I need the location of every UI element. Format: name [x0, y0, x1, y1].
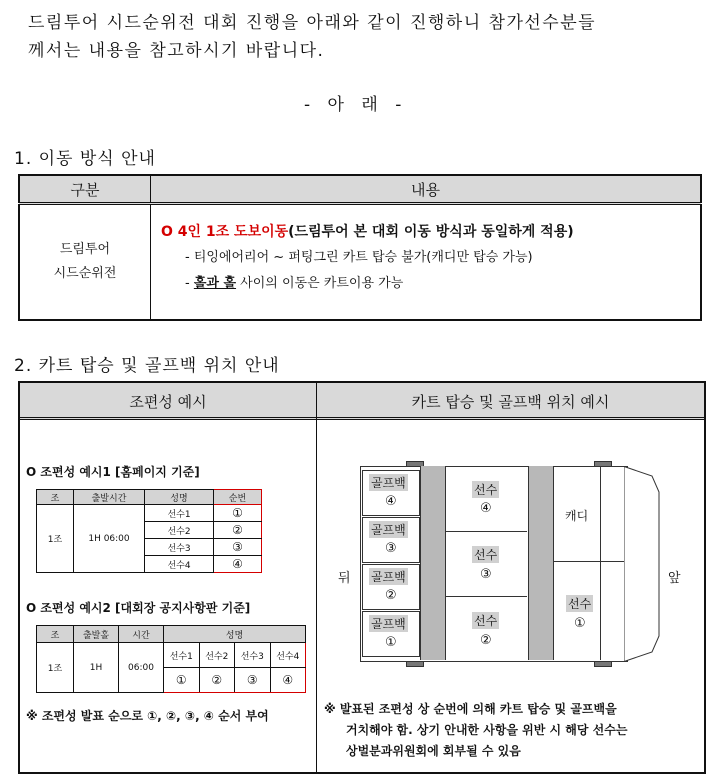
section-2-title: 2. 카트 탑승 및 골프백 위치 안내 [14, 356, 280, 376]
movement-table [18, 174, 702, 321]
bullet-mark: O [161, 224, 173, 240]
golf-bag-slot-2 [362, 564, 420, 610]
player-2-label: 선수 [474, 614, 498, 628]
example-2-table [36, 625, 306, 693]
cart-rear-seat-split-1 [445, 531, 527, 532]
bullet-rest-text: (드림투어 본 대회 이동 방식과 동일하게 적용) [288, 224, 574, 240]
cart-seat-divider [528, 466, 554, 660]
example-1-title: O 조편성 예시1 [홈페이지 기준] [26, 465, 200, 479]
ex2-group: 1조 [37, 643, 74, 693]
ex2-header-hole: 출발홀 [74, 626, 119, 643]
ex2-header-name: 성명 [164, 626, 306, 643]
cart-front-label: 앞 [668, 571, 681, 586]
cart-hood [624, 466, 660, 662]
golf-bag-rack [362, 470, 418, 656]
golf-bag-3-label: 골프백 [371, 523, 406, 537]
cart-note-line-1: ※ 발표된 조편성 상 순번에 의해 카트 탑승 및 골프백을 [324, 702, 617, 716]
sub-item-2-dash: - [185, 276, 190, 291]
player-2-num: ② [480, 633, 492, 648]
ex2-name-2: 선수2 [199, 643, 235, 668]
category-line-2: 시드순위전 [53, 266, 117, 281]
content-cell [151, 204, 702, 321]
ex1-time: 1H 06:00 [74, 505, 145, 573]
cart-rear-seat-split-2 [445, 596, 527, 597]
ex2-time: 06:00 [119, 643, 164, 693]
ex1-header-name: 성명 [145, 490, 214, 505]
golf-bag-4-label: 골프백 [371, 476, 406, 490]
ex2-header-time: 시간 [119, 626, 164, 643]
ex1-header-group: 조 [37, 490, 74, 505]
example-1-table [36, 489, 262, 573]
ex2-name-1: 선수1 [164, 643, 200, 668]
ex1-name-2: 선수2 [145, 522, 214, 539]
column-divider [316, 383, 317, 772]
ex1-name-3: 선수3 [145, 539, 214, 556]
ex1-name-4: 선수4 [145, 556, 214, 573]
golf-bag-1-num: ① [385, 635, 397, 650]
player-3-num: ③ [480, 567, 492, 582]
ex1-group: 1조 [37, 505, 74, 573]
intro-line-1: 드림투어 시드순위전 대회 진행을 아래와 같이 진행하니 참가선수분들 [28, 13, 597, 33]
golf-bag-slot-1 [362, 611, 420, 657]
ex1-name-1: 선수1 [145, 505, 214, 522]
golf-bag-slot-3 [362, 517, 420, 563]
sub-item-2 [161, 271, 700, 297]
sub-item-2-rest: 사이의 이동은 카트이용 가능 [236, 276, 404, 291]
ex2-header-group: 조 [37, 626, 74, 643]
header-content: 내용 [151, 175, 702, 204]
example-note: ※ 조편성 발표 순으로 ①, ②, ③, ④ 순서 부여 [26, 709, 269, 723]
golf-bag-3-num: ③ [385, 541, 397, 556]
golf-bag-1-label: 골프백 [371, 617, 406, 631]
header-category: 구분 [19, 175, 151, 204]
category-cell [19, 204, 151, 321]
player-4-num: ④ [480, 501, 492, 516]
ex1-header-time: 출발시간 [74, 490, 145, 505]
section-1-title: 1. 이동 방식 안내 [14, 149, 156, 169]
example-2-title: O 조편성 예시2 [대회장 공지사항판 기준] [26, 601, 251, 615]
golf-bag-slot-4 [362, 470, 420, 516]
header-left: 조편성 예시 [129, 393, 207, 411]
player-4-label: 선수 [474, 483, 498, 497]
player-1-num: ① [574, 616, 586, 631]
ex2-num-3: ③ [235, 668, 271, 693]
sub-item-1: - 티잉에어리어 ~ 퍼팅그린 카트 탑승 불가(캐디만 탑승 가능) [185, 250, 533, 265]
cart-back-label: 뒤 [338, 571, 351, 586]
ex2-name-3: 선수3 [235, 643, 271, 668]
sub-item-2-underlined: 홀과 홀 [193, 276, 237, 291]
player-3-label: 선수 [474, 548, 498, 562]
ex1-order-2: ② [214, 522, 262, 539]
cart-rear-bar [420, 466, 446, 660]
ex1-header-order: 순번 [214, 490, 262, 505]
golf-bag-2-num: ② [385, 588, 397, 603]
golf-bag-2-label: 골프백 [371, 570, 406, 584]
player-1-label: 선수 [568, 597, 592, 611]
header-right: 카트 탑승 및 골프백 위치 예시 [411, 393, 610, 411]
ex1-order-1: ① [214, 505, 262, 522]
ex2-hole: 1H [74, 643, 119, 693]
cart-note-line-2: 거치해야 함. 상기 안내한 사항을 위반 시 해당 선수는 [346, 723, 628, 737]
golf-bag-4-num: ④ [385, 494, 397, 509]
cart-front-seat-split [553, 561, 624, 562]
bullet-red-text: 4인 1조 도보이동 [177, 224, 289, 240]
ex1-order-3: ③ [214, 539, 262, 556]
intro-center-heading: - 아 래 - [304, 95, 408, 115]
cart-dash-line [600, 466, 601, 660]
cart-note [324, 699, 627, 762]
category-line-1: 드림투어 [59, 242, 111, 257]
cart-guide-table [18, 381, 706, 774]
ex2-num-4: ④ [270, 668, 306, 693]
caddie-label: 캐디 [565, 509, 589, 523]
ex1-order-4: ④ [214, 556, 262, 573]
ex2-name-4: 선수4 [270, 643, 306, 668]
intro-line-2: 께서는 내용을 참고하시기 바랍니다. [28, 41, 325, 61]
cart-note-line-3: 상벌분과위원회에 회부될 수 있음 [346, 744, 521, 758]
ex2-num-1: ① [164, 668, 200, 693]
ex2-num-2: ② [199, 668, 235, 693]
